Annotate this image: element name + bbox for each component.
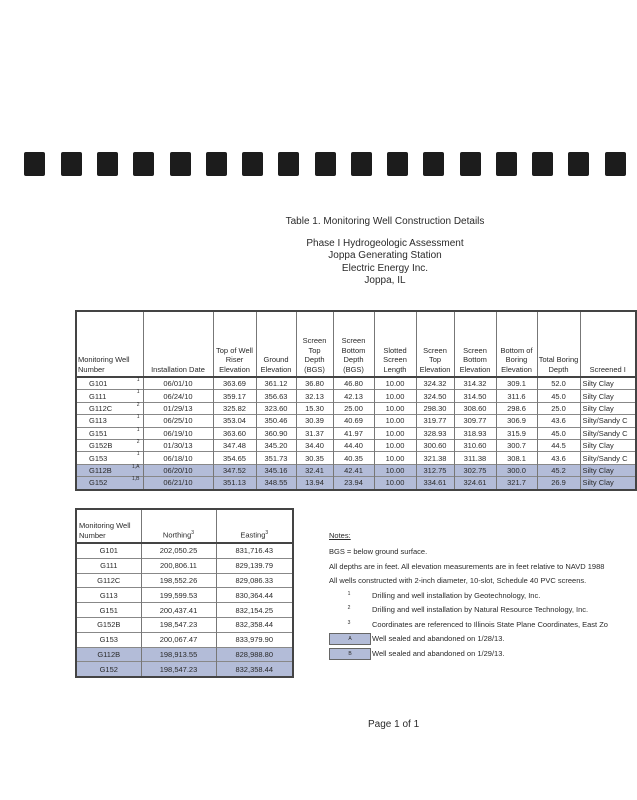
cell-screened-lithology: Silty/Sandy C — [580, 452, 636, 464]
cell-depth: 45.0 — [537, 390, 580, 402]
coord-row — [76, 662, 293, 677]
cell-slot: 10.00 — [374, 390, 416, 402]
footnote-marker: 1 — [347, 590, 351, 597]
binder-holes-strip — [0, 152, 618, 176]
coord-row — [76, 632, 293, 647]
table-row — [76, 477, 636, 490]
cell-slot: 10.00 — [374, 427, 416, 439]
page-number: Page 1 of 1 — [368, 719, 420, 730]
cell-date: 06/25/10 — [143, 415, 213, 427]
cell-boring-el: 300.7 — [496, 439, 537, 451]
binder-hole — [496, 152, 517, 176]
cell-top-el: 334.61 — [416, 477, 454, 490]
cell-slot: 10.00 — [374, 464, 416, 476]
table-title: Table 1. Monitoring Well Construction Details — [285, 216, 485, 227]
binder-hole — [387, 152, 408, 176]
column-header: Screen Bottom Elevation — [454, 311, 496, 377]
coord-cell-northing: 199,599.53 — [141, 588, 216, 603]
coord-cell-well: G112C — [76, 573, 141, 588]
coord-cell-easting: 828,988.80 — [216, 647, 293, 662]
cell-boring-el: 309.1 — [496, 377, 537, 390]
coord-header-easting: Easting$^3$ — [216, 509, 293, 543]
column-header: Ground Elevation — [256, 311, 296, 377]
cell-ground: 360.90 — [256, 427, 296, 439]
cell-bot-el: 308.60 — [454, 402, 496, 414]
cell-depth: 44.5 — [537, 439, 580, 451]
coord-row — [76, 558, 293, 573]
cell-bot-el: 311.38 — [454, 452, 496, 464]
client-name: Electric Energy Inc. — [341, 262, 429, 274]
cell-screened-lithology: Silty Clay — [580, 390, 636, 402]
cell-bot-el: 309.77 — [454, 415, 496, 427]
cell-date: 01/29/13 — [143, 402, 213, 414]
footnote-text: Drilling and well installation by Geotechnology, Inc. — [372, 590, 541, 600]
binder-hole — [315, 152, 336, 176]
binder-hole — [351, 152, 372, 176]
column-header: Installation Date — [143, 311, 213, 377]
coord-header-row — [76, 509, 293, 543]
cell-depth: 43.6 — [537, 415, 580, 427]
cell-bot-el: 314.50 — [454, 390, 496, 402]
cell-date: 06/21/10 — [143, 477, 213, 490]
coord-cell-well: G152 — [76, 662, 141, 677]
cell-screened-lithology: Silty/Sandy C — [580, 415, 636, 427]
footnote-marker: 3 — [347, 619, 351, 626]
cell-bottom: 46.80 — [333, 377, 374, 390]
cell-top: 32.13 — [296, 390, 333, 402]
column-header: Screened I — [580, 311, 636, 377]
coord-cell-northing: 198,547.23 — [141, 617, 216, 632]
cell-boring-el: 300.0 — [496, 464, 537, 476]
well-number-cell: G152B 2 — [76, 439, 143, 451]
coord-cell-well: G112B — [76, 647, 141, 662]
location: Joppa, IL — [364, 275, 406, 286]
coord-cell-well: G151 — [76, 603, 141, 618]
coord-header-northing: Northing$^3$ — [141, 509, 216, 543]
cell-bottom: 40.35 — [333, 452, 374, 464]
cell-depth: 26.9 — [537, 477, 580, 490]
coord-cell-well: G152B — [76, 617, 141, 632]
cell-bottom: 41.97 — [333, 427, 374, 439]
cell-date: 06/20/10 — [143, 464, 213, 476]
table-row — [76, 439, 636, 451]
table-row — [76, 402, 636, 414]
cell-bot-el: 324.61 — [454, 477, 496, 490]
coord-cell-easting: 830,364.44 — [216, 588, 293, 603]
cell-slot: 10.00 — [374, 452, 416, 464]
coord-cell-easting: 832,154.25 — [216, 603, 293, 618]
binder-hole — [423, 152, 444, 176]
cell-slot: 10.00 — [374, 477, 416, 490]
cell-date: 01/30/13 — [143, 439, 213, 451]
cell-screened-lithology: Silty Clay — [580, 477, 636, 490]
coord-cell-northing: 200,067.47 — [141, 632, 216, 647]
cell-slot: 10.00 — [374, 377, 416, 390]
cell-ground: 356.63 — [256, 390, 296, 402]
table-row — [76, 377, 636, 390]
cell-top: 36.80 — [296, 377, 333, 390]
footnote-text: Coordinates are referenced to Illinois State Plane Coordinates, East Zo — [372, 619, 608, 629]
cell-slot: 10.00 — [374, 402, 416, 414]
cell-ground: 345.16 — [256, 464, 296, 476]
footnote-marker: 2 — [347, 605, 351, 611]
table-header-row — [76, 311, 636, 377]
cell-riser: 347.48 — [213, 439, 256, 451]
coord-cell-easting: 829,139.79 — [216, 558, 293, 573]
table-row — [76, 390, 636, 402]
coord-cell-northing: 200,437.41 — [141, 603, 216, 618]
coord-cell-easting: 831,716.43 — [216, 543, 293, 558]
cell-bottom: 42.41 — [333, 464, 374, 476]
column-header: Total Boring Depth — [537, 311, 580, 377]
column-header: Bottom of Boring Elevation — [496, 311, 537, 377]
site-name: Joppa Generating Station — [328, 250, 442, 261]
coord-cell-easting: 832,358.44 — [216, 617, 293, 632]
coord-cell-well: G101 — [76, 543, 141, 558]
footnote-text: Well sealed and abandoned on 1/28/13. — [372, 634, 505, 643]
cell-top: 31.37 — [296, 427, 333, 439]
column-header: Monitoring Well Number — [76, 311, 143, 377]
coord-header-well: Monitoring Well Number — [76, 509, 141, 543]
well-number-cell: G113 1 — [76, 415, 143, 427]
cell-riser: 325.82 — [213, 402, 256, 414]
coord-cell-well: G111 — [76, 558, 141, 573]
cell-screened-lithology: Silty Clay — [580, 439, 636, 451]
table-row — [76, 415, 636, 427]
cell-ground: 323.60 — [256, 402, 296, 414]
well-number-cell: G112B 1,A — [76, 464, 143, 476]
cell-ground: 350.46 — [256, 415, 296, 427]
binder-hole — [133, 152, 154, 176]
cell-boring-el: 315.9 — [496, 427, 537, 439]
column-header: Screen Bottom Depth (BGS) — [333, 311, 374, 377]
table-row — [76, 452, 636, 464]
cell-screened-lithology: Silty Clay — [580, 402, 636, 414]
cell-depth: 45.2 — [537, 464, 580, 476]
table-title-block — [250, 216, 520, 288]
coord-row — [76, 573, 293, 588]
footnote — [329, 634, 618, 649]
binder-hole — [460, 152, 481, 176]
cell-date: 06/01/10 — [143, 377, 213, 390]
cell-top: 15.30 — [296, 402, 333, 414]
cell-date: 06/24/10 — [143, 390, 213, 402]
cell-bottom: 42.13 — [333, 390, 374, 402]
cell-date: 06/19/10 — [143, 427, 213, 439]
cell-riser: 363.69 — [213, 377, 256, 390]
binder-hole — [242, 152, 263, 176]
cell-riser: 363.60 — [213, 427, 256, 439]
column-header: Top of Well Riser Elevation — [213, 311, 256, 377]
cell-riser: 359.17 — [213, 390, 256, 402]
cell-ground: 361.12 — [256, 377, 296, 390]
well-number-cell: G151 1 — [76, 427, 143, 439]
well-number-cell: G112C 2 — [76, 402, 143, 414]
coord-row — [76, 617, 293, 632]
cell-date: 06/18/10 — [143, 452, 213, 464]
coord-cell-well: G113 — [76, 588, 141, 603]
footnote-text: Drilling and well installation by Natural Resource Technology, Inc. — [372, 605, 589, 614]
footnote — [329, 591, 618, 606]
cell-ground: 345.20 — [256, 439, 296, 451]
coord-cell-easting: 833,979.90 — [216, 632, 293, 647]
coord-row — [76, 588, 293, 603]
well-number-cell: G111 1 — [76, 390, 143, 402]
footnote-text: Well sealed and abandoned on 1/29/13. — [372, 648, 505, 658]
cell-top-el: 324.50 — [416, 390, 454, 402]
coord-cell-northing: 198,913.55 — [141, 647, 216, 662]
cell-screened-lithology: Silty/Sandy C — [580, 427, 636, 439]
binder-hole — [170, 152, 191, 176]
project-name: Phase I Hydrogeologic Assessment — [306, 237, 464, 249]
footnote — [329, 620, 618, 635]
footnote — [329, 649, 618, 664]
cell-riser: 353.04 — [213, 415, 256, 427]
construction-details-table — [75, 310, 637, 491]
cell-top: 13.94 — [296, 477, 333, 490]
coord-cell-northing: 200,806.11 — [141, 558, 216, 573]
cell-bot-el: 318.93 — [454, 427, 496, 439]
cell-top-el: 298.30 — [416, 402, 454, 414]
binder-hole — [24, 152, 45, 176]
cell-top: 30.39 — [296, 415, 333, 427]
binder-hole — [97, 152, 118, 176]
cell-bot-el: 314.32 — [454, 377, 496, 390]
coord-row — [76, 647, 293, 662]
note-wells: All wells constructed with 2-inch diameter, 10-slot, Schedule 40 PVC screens. — [329, 576, 587, 585]
binder-hole — [568, 152, 589, 176]
coord-cell-northing: 198,552.26 — [141, 573, 216, 588]
coord-cell-easting: 832,358.44 — [216, 662, 293, 677]
cell-boring-el: 306.9 — [496, 415, 537, 427]
cell-boring-el: 321.7 — [496, 477, 537, 490]
coord-cell-easting: 829,086.33 — [216, 573, 293, 588]
cell-riser: 347.52 — [213, 464, 256, 476]
cell-top-el: 328.93 — [416, 427, 454, 439]
binder-hole — [605, 152, 626, 176]
coord-row — [76, 543, 293, 558]
coord-cell-well: G153 — [76, 632, 141, 647]
binder-hole — [206, 152, 227, 176]
coord-cell-northing: 202,050.25 — [141, 543, 216, 558]
notes-heading: Notes: — [329, 531, 351, 540]
cell-bottom: 25.00 — [333, 402, 374, 414]
cell-depth: 52.0 — [537, 377, 580, 390]
cell-bottom: 40.69 — [333, 415, 374, 427]
cell-riser: 354.65 — [213, 452, 256, 464]
column-header: Screen Top Depth (BGS) — [296, 311, 333, 377]
cell-boring-el: 311.6 — [496, 390, 537, 402]
coordinates-table — [75, 508, 294, 678]
notes-section — [329, 531, 618, 663]
cell-ground: 348.55 — [256, 477, 296, 490]
cell-slot: 10.00 — [374, 439, 416, 451]
cell-boring-el: 298.6 — [496, 402, 537, 414]
well-number-cell: G152 1,B — [76, 477, 143, 490]
binder-hole — [532, 152, 553, 176]
cell-top-el: 312.75 — [416, 464, 454, 476]
cell-slot: 10.00 — [374, 415, 416, 427]
cell-top-el: 319.77 — [416, 415, 454, 427]
note-bgs: BGS = below ground surface. — [329, 547, 428, 556]
cell-boring-el: 308.1 — [496, 452, 537, 464]
column-header: Slotted Screen Length — [374, 311, 416, 377]
cell-top: 32.41 — [296, 464, 333, 476]
cell-top-el: 300.60 — [416, 439, 454, 451]
cell-ground: 351.73 — [256, 452, 296, 464]
cell-bot-el: 310.60 — [454, 439, 496, 451]
table-row — [76, 427, 636, 439]
cell-top: 30.35 — [296, 452, 333, 464]
cell-screened-lithology: Silty Clay — [580, 464, 636, 476]
well-number-cell: G101 1 — [76, 377, 143, 390]
table-row — [76, 464, 636, 476]
note-depths: All depths are in feet. All elevation measurements are in feet relative to NAVD 1988 — [329, 561, 605, 571]
footnote-marker: B — [329, 648, 371, 660]
cell-depth: 43.6 — [537, 452, 580, 464]
cell-top-el: 324.32 — [416, 377, 454, 390]
coord-row — [76, 603, 293, 618]
cell-screened-lithology: Silty Clay — [580, 377, 636, 390]
cell-riser: 351.13 — [213, 477, 256, 490]
cell-depth: 45.0 — [537, 427, 580, 439]
cell-bot-el: 302.75 — [454, 464, 496, 476]
footnote — [329, 605, 618, 620]
cell-bottom: 44.40 — [333, 439, 374, 451]
well-number-cell: G153 1 — [76, 452, 143, 464]
column-header: Screen Top Elevation — [416, 311, 454, 377]
cell-top-el: 321.38 — [416, 452, 454, 464]
binder-hole — [278, 152, 299, 176]
coord-cell-northing: 198,547.23 — [141, 662, 216, 677]
cell-bottom: 23.94 — [333, 477, 374, 490]
footnote-marker: A — [329, 633, 371, 645]
cell-depth: 25.0 — [537, 402, 580, 414]
binder-hole — [61, 152, 82, 176]
cell-top: 34.40 — [296, 439, 333, 451]
